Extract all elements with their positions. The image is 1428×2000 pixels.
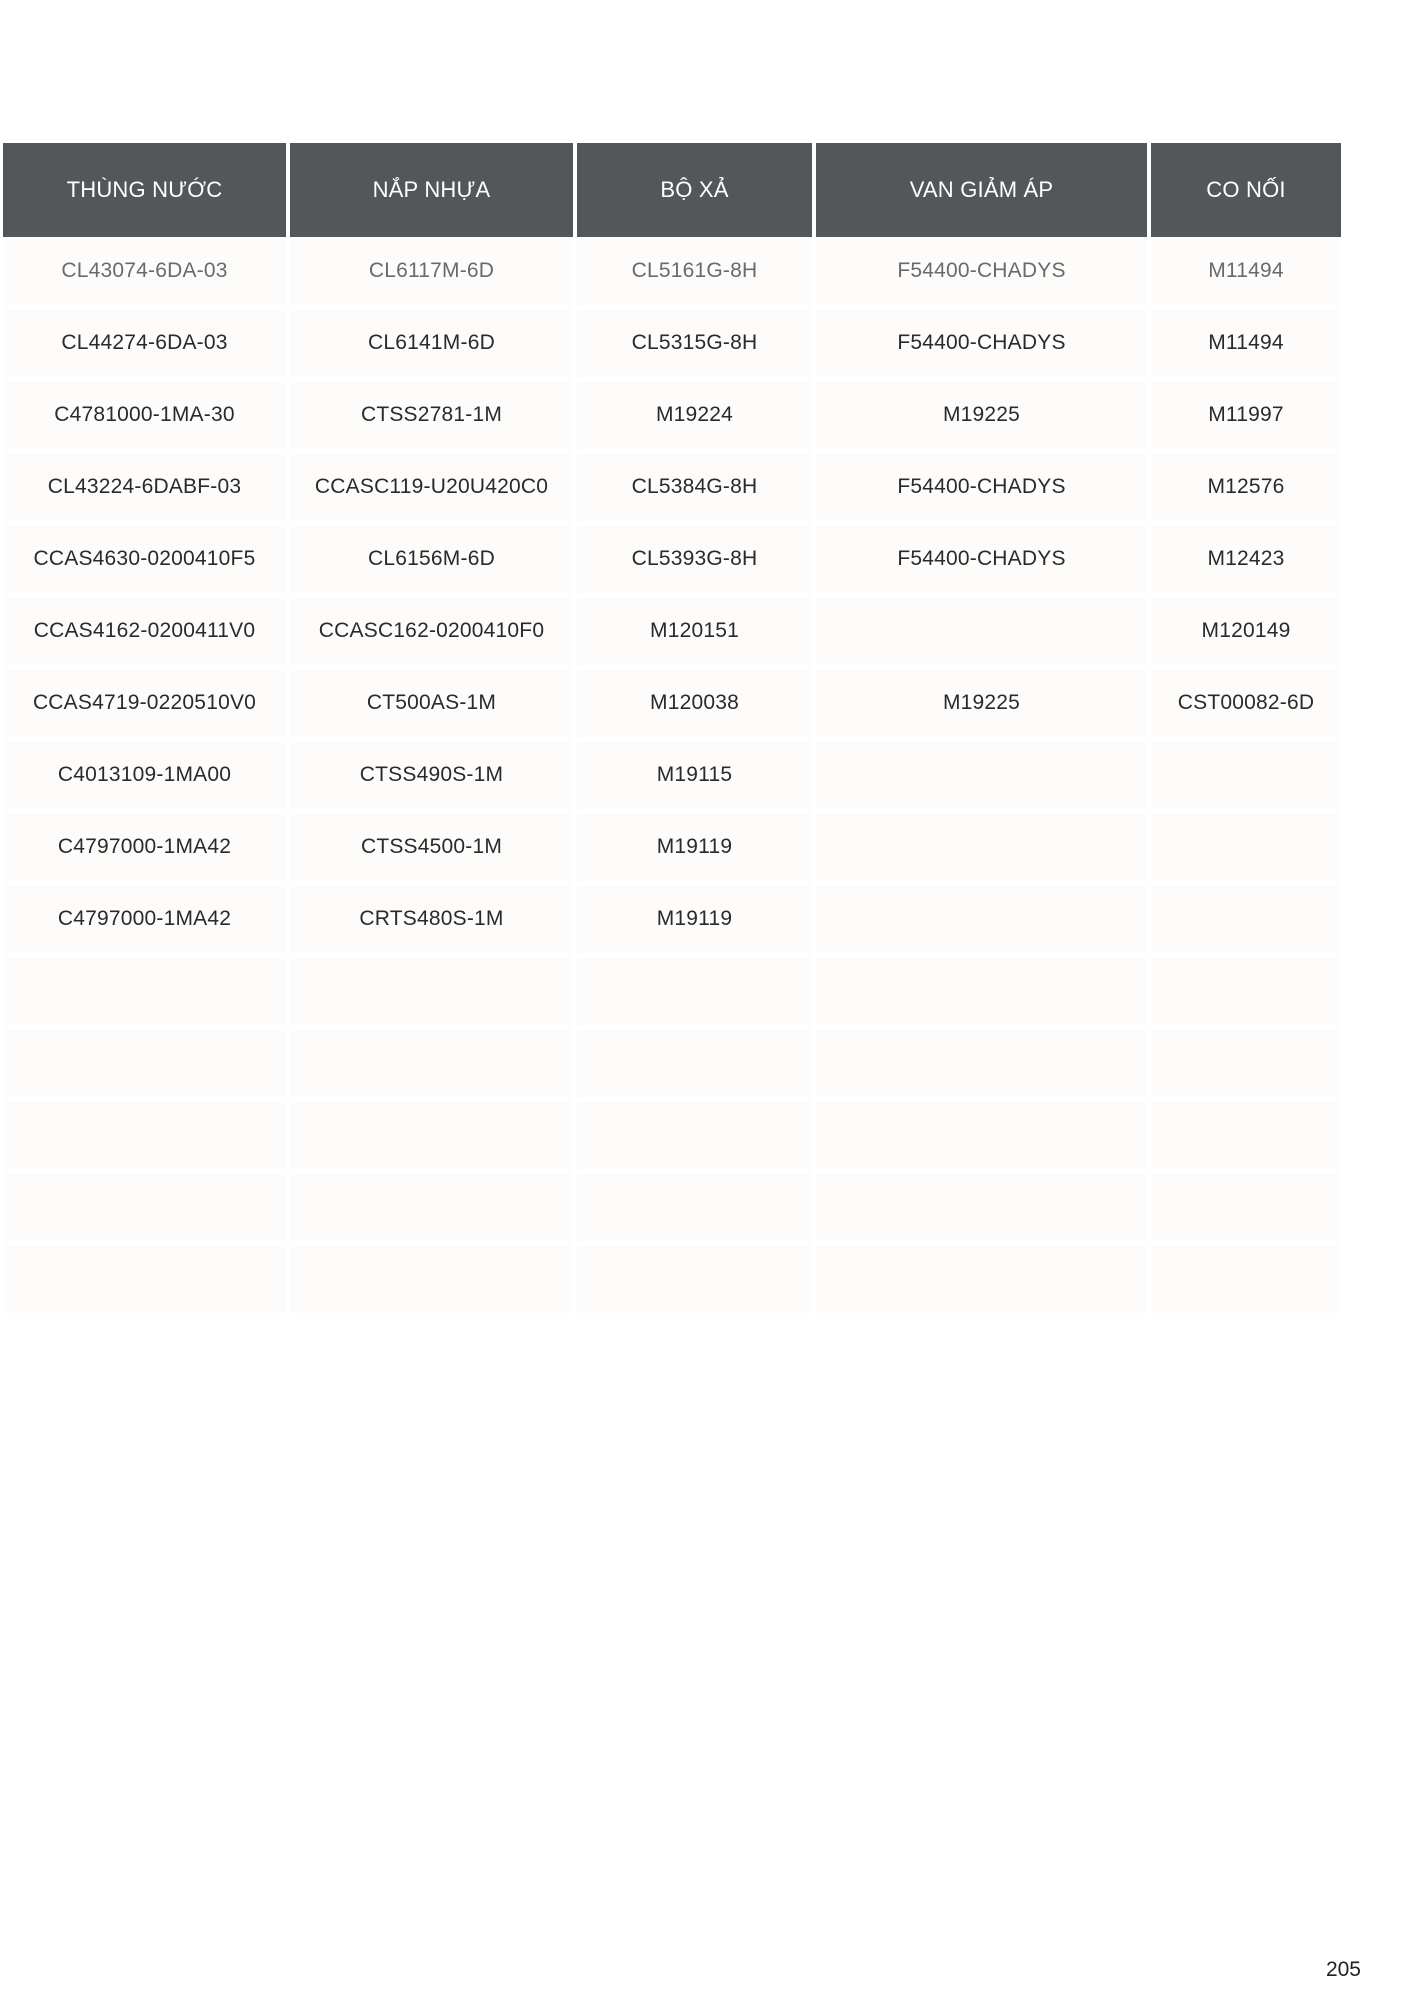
table-cell xyxy=(1151,813,1341,885)
table-cell xyxy=(816,741,1151,813)
table-row xyxy=(3,741,1341,813)
table-cell xyxy=(1151,1245,1341,1317)
table-cell: CL5393G-8H xyxy=(577,525,816,597)
table-cell xyxy=(577,1101,816,1173)
table-row xyxy=(3,1029,1341,1101)
table-cell xyxy=(3,1173,290,1245)
table-cell: M19224 xyxy=(577,381,816,453)
table-row xyxy=(3,453,1341,525)
table-cell xyxy=(1151,1173,1341,1245)
table-row xyxy=(3,525,1341,597)
table-cell xyxy=(1151,1101,1341,1173)
table-cell xyxy=(577,957,816,1029)
table-cell: F54400-CHADYS xyxy=(816,309,1151,381)
table-cell: CL5384G-8H xyxy=(577,453,816,525)
table-cell xyxy=(1151,957,1341,1029)
table-cell: CL43074-6DA-03 xyxy=(3,237,290,309)
table-cell: M11494 xyxy=(1151,309,1341,381)
table-cell: CT500AS-1M xyxy=(290,669,577,741)
table-cell: CL6156M-6D xyxy=(290,525,577,597)
table-cell xyxy=(290,1101,577,1173)
table-row xyxy=(3,1173,1341,1245)
table-cell xyxy=(816,597,1151,669)
table-cell xyxy=(816,1173,1151,1245)
table-cell xyxy=(3,1101,290,1173)
table-cell: C4781000-1MA-30 xyxy=(3,381,290,453)
table-row xyxy=(3,309,1341,381)
table-cell: CL43224-6DABF-03 xyxy=(3,453,290,525)
header-nap-nhua: NẮP NHỰA xyxy=(290,143,577,237)
table-cell xyxy=(816,885,1151,957)
table-cell xyxy=(816,957,1151,1029)
table-cell: CTSS490S-1M xyxy=(290,741,577,813)
table-cell xyxy=(577,1173,816,1245)
table-cell: CL6117M-6D xyxy=(290,237,577,309)
table-cell: CL5161G-8H xyxy=(577,237,816,309)
table-cell: CL5315G-8H xyxy=(577,309,816,381)
table-cell: CL44274-6DA-03 xyxy=(3,309,290,381)
table-row xyxy=(3,885,1341,957)
header-thung-nuoc: THÙNG NƯỚC xyxy=(3,143,290,237)
table-cell xyxy=(290,1173,577,1245)
table-cell: C4013109-1MA00 xyxy=(3,741,290,813)
table-cell xyxy=(1151,741,1341,813)
table-row xyxy=(3,669,1341,741)
page-number: 205 xyxy=(1325,1958,1361,1981)
header-co-noi: CO NỐI xyxy=(1151,143,1341,237)
header-van-giam-ap: VAN GIẢM ÁP xyxy=(816,143,1151,237)
table-cell: M12576 xyxy=(1151,453,1341,525)
table-cell: F54400-CHADYS xyxy=(816,453,1151,525)
table-cell: M120149 xyxy=(1151,597,1341,669)
table-cell: F54400-CHADYS xyxy=(816,237,1151,309)
table-cell xyxy=(1151,885,1341,957)
table-cell xyxy=(3,1245,290,1317)
table-cell xyxy=(816,1029,1151,1101)
table-cell xyxy=(816,813,1151,885)
table-cell xyxy=(816,1101,1151,1173)
table-cell xyxy=(290,957,577,1029)
table-cell: CCASC119-U20U420C0 xyxy=(290,453,577,525)
table-cell: CTSS4500-1M xyxy=(290,813,577,885)
table-cell: M120038 xyxy=(577,669,816,741)
table-cell: F54400-CHADYS xyxy=(816,525,1151,597)
table-cell: M120151 xyxy=(577,597,816,669)
table-cell: CCAS4630-0200410F5 xyxy=(3,525,290,597)
table-cell xyxy=(3,1029,290,1101)
table-cell: C4797000-1MA42 xyxy=(3,885,290,957)
table-cell: CCASC162-0200410F0 xyxy=(290,597,577,669)
table-row xyxy=(3,1245,1341,1317)
table-row xyxy=(3,597,1341,669)
table-row xyxy=(3,1101,1341,1173)
table-cell xyxy=(1151,1029,1341,1101)
table-cell xyxy=(3,957,290,1029)
table-cell: M19225 xyxy=(816,669,1151,741)
table-row xyxy=(3,813,1341,885)
header-bo-xa: BỘ XẢ xyxy=(577,143,816,237)
table-cell: M11997 xyxy=(1151,381,1341,453)
table-row xyxy=(3,237,1341,309)
table-cell: CTSS2781-1M xyxy=(290,381,577,453)
table-cell: M19119 xyxy=(577,885,816,957)
table-cell xyxy=(290,1029,577,1101)
table-cell: M12423 xyxy=(1151,525,1341,597)
table-cell: C4797000-1MA42 xyxy=(3,813,290,885)
table-cell xyxy=(577,1029,816,1101)
table-cell: CCAS4162-0200411V0 xyxy=(3,597,290,669)
table-row xyxy=(3,381,1341,453)
table-cell xyxy=(290,1245,577,1317)
table-cell: M19119 xyxy=(577,813,816,885)
table-cell: M19225 xyxy=(816,381,1151,453)
table-header-row xyxy=(3,143,1341,237)
table-cell xyxy=(577,1245,816,1317)
table-cell: CL6141M-6D xyxy=(290,309,577,381)
parts-table xyxy=(3,143,1341,1317)
table-cell: CST00082-6D xyxy=(1151,669,1341,741)
table-cell xyxy=(816,1245,1151,1317)
table-cell: CRTS480S-1M xyxy=(290,885,577,957)
table-cell: CCAS4719-0220510V0 xyxy=(3,669,290,741)
table-cell: M19115 xyxy=(577,741,816,813)
table-cell: M11494 xyxy=(1151,237,1341,309)
table-row xyxy=(3,957,1341,1029)
